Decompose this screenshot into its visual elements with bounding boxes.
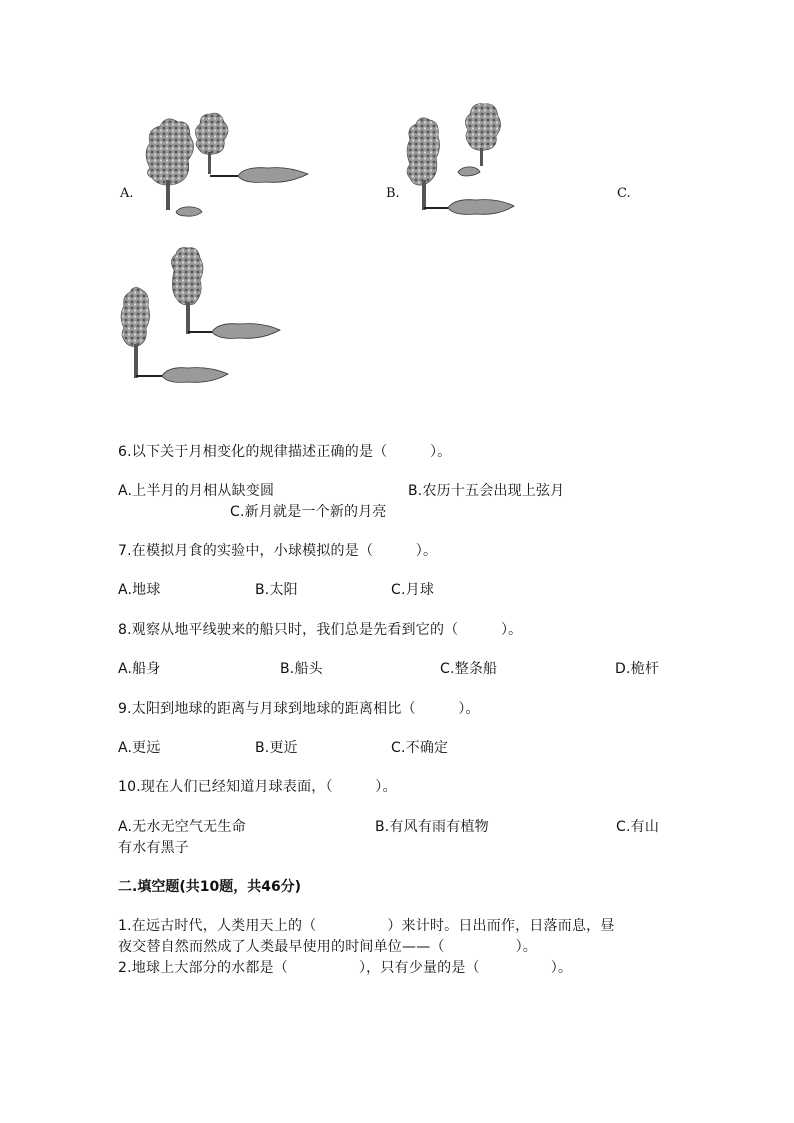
figure-option-a [138,108,313,223]
question-10-option-c-continued[interactable]: 有水有黑子 [118,840,189,856]
tree-shadow-icon [188,324,280,339]
fill-in-item-1-line-1: 1.在远古时代，人类用天上的（ ）来计时。日出而作，日落而息，昼 [118,918,615,934]
question-10-option-c[interactable]: C.有山 [616,819,660,835]
tree-shadow-icon [136,368,228,383]
tree-icon [407,118,440,210]
tree-shadow-icon [176,207,202,216]
question-8-option-a[interactable]: A.船身 [118,661,161,677]
question-9-option-c[interactable]: C.不确定 [391,740,449,756]
tree-shadow-icon [424,200,514,215]
figure-option-c [118,246,283,386]
tree-icon [195,113,228,174]
question-9-option-b[interactable]: B.更近 [255,740,298,756]
question-6-option-c[interactable]: C.新月就是一个新的月亮 [230,504,387,520]
question-9-stem: 9.太阳到地球的距离与月球到地球的距离相比（ ）。 [118,701,480,717]
question-8-stem: 8.观察从地平线驶来的船只时，我们总是先看到它的（ ）。 [118,622,523,638]
tree-icon [171,248,203,334]
question-10-option-a[interactable]: A.无水无空气无生命 [118,819,246,835]
tree-icon [146,119,194,210]
question-8-option-b[interactable]: B.船头 [280,661,323,677]
option-b-label[interactable]: B. [386,186,400,201]
question-10-option-b[interactable]: B.有风有雨有植物 [375,819,489,835]
figure-option-b [402,100,517,220]
question-6-stem: 6.以下关于月相变化的规律描述正确的是（ ）。 [118,444,452,460]
question-8-option-d[interactable]: D.桅杆 [615,661,660,677]
fill-in-item-2: 2.地球上大部分的水都是（ ），只有少量的是（ ）。 [118,960,573,976]
question-8-option-c[interactable]: C.整条船 [440,661,498,677]
question-6-option-a[interactable]: A.上半月的月相从缺变圆 [118,483,275,499]
option-a-label[interactable]: A. [120,186,134,201]
question-9-option-a[interactable]: A.更远 [118,740,161,756]
tree-shadow-icon [210,168,308,183]
section-title: 二.填空题(共10题，共46分) [118,879,302,895]
question-7-option-c[interactable]: C.月球 [391,582,435,598]
question-7-option-b[interactable]: B.太阳 [255,582,298,598]
question-10-stem: 10.现在人们已经知道月球表面，（ ）。 [118,779,397,795]
tree-icon [465,104,500,166]
question-7-stem: 7.在模拟月食的实验中，小球模拟的是（ ）。 [118,543,438,559]
option-c-label[interactable]: C. [617,186,631,201]
fill-in-item-1-line-2: 夜交替自然而然成了人类最早使用的时间单位——（ ）。 [118,939,537,955]
tree-icon [121,287,150,378]
question-7-option-a[interactable]: A.地球 [118,582,161,598]
question-6-option-b[interactable]: B.农历十五会出现上弦月 [408,483,565,499]
tree-shadow-icon [458,167,480,176]
